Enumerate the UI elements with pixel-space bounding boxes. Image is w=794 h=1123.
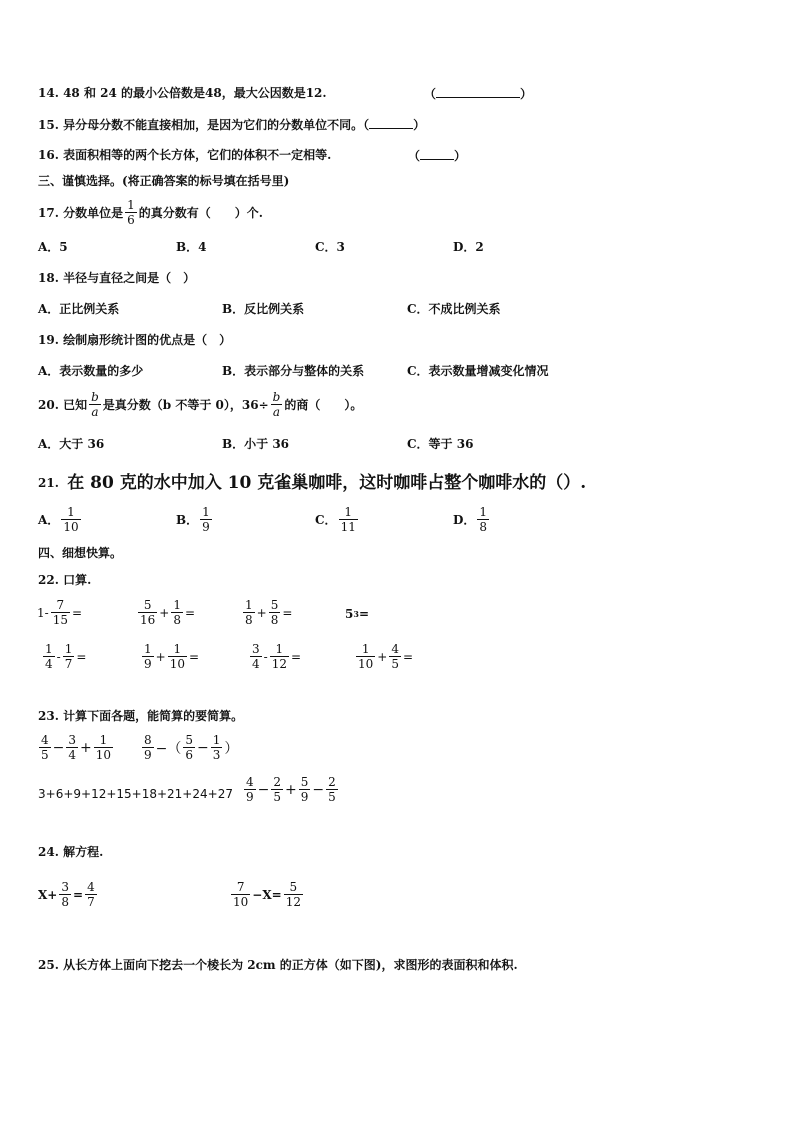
fraction: $\frac{5}{9}$ (300, 775, 309, 804)
oral-calc-4: 5 3 = (345, 607, 369, 621)
fraction: $\frac{4}{9}$ (246, 775, 254, 804)
fraction: $\frac{1}{9}$ (144, 642, 152, 671)
fraction: $\frac{1}{7}$ (64, 642, 73, 671)
answer-blank[interactable] (420, 148, 454, 160)
answer-bracket-14: （ ） (424, 87, 533, 101)
oral-calc-3: $\frac{1}{8}$ + $\frac{5}{8}$ = (245, 598, 293, 627)
answer-blank[interactable] (369, 117, 413, 129)
option-a[interactable]: A．大于 36 (38, 437, 105, 451)
calc-expression-1: $\frac{4}{5}$ − $\frac{3}{4}$ + $\frac{1}{10}$ (41, 733, 112, 762)
fraction: $\frac{1}{10}$ (358, 642, 374, 671)
option-c[interactable]: C．不成比例关系 (407, 302, 501, 316)
calc-expression-4: $\frac{4}{9}$ − $\frac{2}{5}$ + $\frac{5}{9}$ − $\frac{2}{5}$ (246, 775, 336, 804)
fraction: $\frac{1}{4}$ (45, 642, 53, 671)
answer-blank[interactable] (436, 86, 520, 98)
fraction: $\frac{1}{3}$ (212, 733, 221, 762)
equation-1: X+ $\frac{3}{8}$ = $\frac{4}{7}$ (38, 880, 95, 909)
fraction: $\frac{5}{6}$ (185, 733, 194, 762)
option-a[interactable]: A． $\frac{1}{10}$ (38, 505, 79, 534)
question-25: 25. 从长方体上面向下挖去一个棱长为 2cm 的正方体（如下图)，求图形的表面积和体积. (38, 958, 518, 972)
section-3-title: 三、谨慎选择。(将正确答案的标号填在括号里) (38, 174, 290, 188)
fraction: $\frac{5}{16}$ (140, 598, 156, 627)
fraction: $\frac{1}{9}$ (202, 505, 210, 534)
fraction: $\frac{1}{10}$ (95, 733, 112, 762)
fraction: $\frac{1}{8}$ (173, 598, 181, 627)
question-14 (38, 86, 327, 100)
question-20: 20. 已知 $\frac{b}{a}$ 是真分数（b 不等于 0），36÷ $\frac{b}{a}$ 的商（ ）。 (38, 390, 363, 419)
fraction: $\frac{2}{5}$ (273, 775, 282, 804)
question-19: 19. 绘制扇形统计图的优点是（ ） (38, 333, 232, 347)
question-number: 14. (38, 86, 59, 100)
question-23: 23. 计算下面各题，能简算的要简算。 (38, 709, 244, 723)
option-a[interactable]: A．5 (38, 240, 68, 254)
oral-calc-7: $\frac{3}{4}$ - $\frac{1}{12}$ = (252, 642, 302, 671)
fraction: $\frac{1}{11}$ (340, 505, 356, 534)
question-15: 15. 异分母分数不能直接相加，是因为它们的分数单位不同。（ ） (38, 118, 426, 132)
option-c[interactable]: C．表示数量增减变化情况 (407, 364, 549, 378)
fraction: $\frac{7}{10}$ (233, 880, 249, 909)
question-21: 21. 在 80 克的水中加入 10 克雀巢咖啡，这时咖啡占整个咖啡水的（）. (38, 473, 587, 493)
option-b[interactable]: B．小于 36 (222, 437, 290, 451)
question-17: 17. 分数单位是 $\frac{1}{6}$ 的真分数有（ ）个. (38, 198, 263, 227)
question-24: 24. 解方程. (38, 845, 104, 859)
equation-2: $\frac{7}{10}$ −X= $\frac{5}{12}$ (233, 880, 301, 909)
fraction: $\frac{4}{5}$ (391, 642, 399, 671)
fraction: $\frac{3}{4}$ (68, 733, 77, 762)
oral-calc-6: $\frac{1}{9}$ + $\frac{1}{10}$ = (144, 642, 200, 671)
question-number: 16. (38, 148, 59, 162)
question-22: 22. 口算. (38, 573, 92, 587)
question-text: 异分母分数不能直接相加，是因为它们的分数单位不同。（ (63, 118, 370, 132)
fraction: $\frac{3}{4}$ (252, 642, 260, 671)
oral-calc-1: 1- $\frac{7}{15}$ = (37, 598, 83, 627)
fraction: $\frac{b}{a}$ (91, 390, 99, 419)
question-text: 表面积相等的两个长方体，它们的体积不一定相等. (63, 148, 332, 162)
option-d[interactable]: D．2 (453, 240, 484, 254)
option-b[interactable]: B． $\frac{1}{9}$ (176, 505, 210, 534)
option-b[interactable]: B．表示部分与整体的关系 (222, 364, 365, 378)
fraction: $\frac{5}{8}$ (270, 598, 279, 627)
fraction: $\frac{1}{6}$ (127, 198, 135, 227)
fraction: $\frac{8}{9}$ (144, 733, 152, 762)
calc-expression-2: $\frac{8}{9}$ −（ $\frac{5}{6}$ − $\frac{1}{3}$ ） (144, 733, 239, 762)
option-c[interactable]: C． $\frac{1}{11}$ (315, 505, 356, 534)
fraction: $\frac{1}{10}$ (63, 505, 79, 534)
question-16 (38, 148, 331, 162)
fraction: $\frac{7}{15}$ (52, 598, 68, 627)
oral-calc-5: $\frac{1}{4}$ - $\frac{1}{7}$ = (45, 642, 87, 671)
fraction: $\frac{1}{12}$ (271, 642, 287, 671)
option-c[interactable]: C．等于 36 (407, 437, 474, 451)
fraction: $\frac{1}{8}$ (479, 505, 488, 534)
option-b[interactable]: B．4 (176, 240, 207, 254)
fraction: $\frac{b}{a}$ (272, 390, 281, 419)
oral-calc-2: $\frac{5}{16}$ + $\frac{1}{8}$ = (140, 598, 196, 627)
question-text: 48 和 24 的最小公倍数是48，最大公因数是12. (63, 86, 327, 100)
fraction: $\frac{1}{8}$ (245, 598, 253, 627)
fraction: $\frac{4}{7}$ (87, 880, 95, 909)
option-a[interactable]: A．正比例关系 (38, 302, 120, 316)
option-c[interactable]: C．3 (315, 240, 345, 254)
question-18: 18. 半径与直径之间是（ ） (38, 271, 196, 285)
section-4-title: 四、细想快算。 (38, 546, 123, 560)
option-b[interactable]: B．反比例关系 (222, 302, 305, 316)
fraction: $\frac{5}{12}$ (285, 880, 301, 909)
answer-bracket-16: （ ） (408, 149, 467, 163)
fraction: $\frac{4}{5}$ (41, 733, 49, 762)
option-d[interactable]: D． $\frac{1}{8}$ (453, 505, 488, 534)
option-a[interactable]: A．表示数量的多少 (38, 364, 144, 378)
fraction: $\frac{2}{5}$ (328, 775, 336, 804)
fraction: $\frac{3}{8}$ (61, 880, 70, 909)
oral-calc-8: $\frac{1}{10}$ + $\frac{4}{5}$ = (358, 642, 414, 671)
calc-expression-3: 3+6+9+12+15+18+21+24+27 (38, 787, 233, 801)
question-number: 15. (38, 118, 59, 132)
fraction: $\frac{1}{10}$ (169, 642, 185, 671)
